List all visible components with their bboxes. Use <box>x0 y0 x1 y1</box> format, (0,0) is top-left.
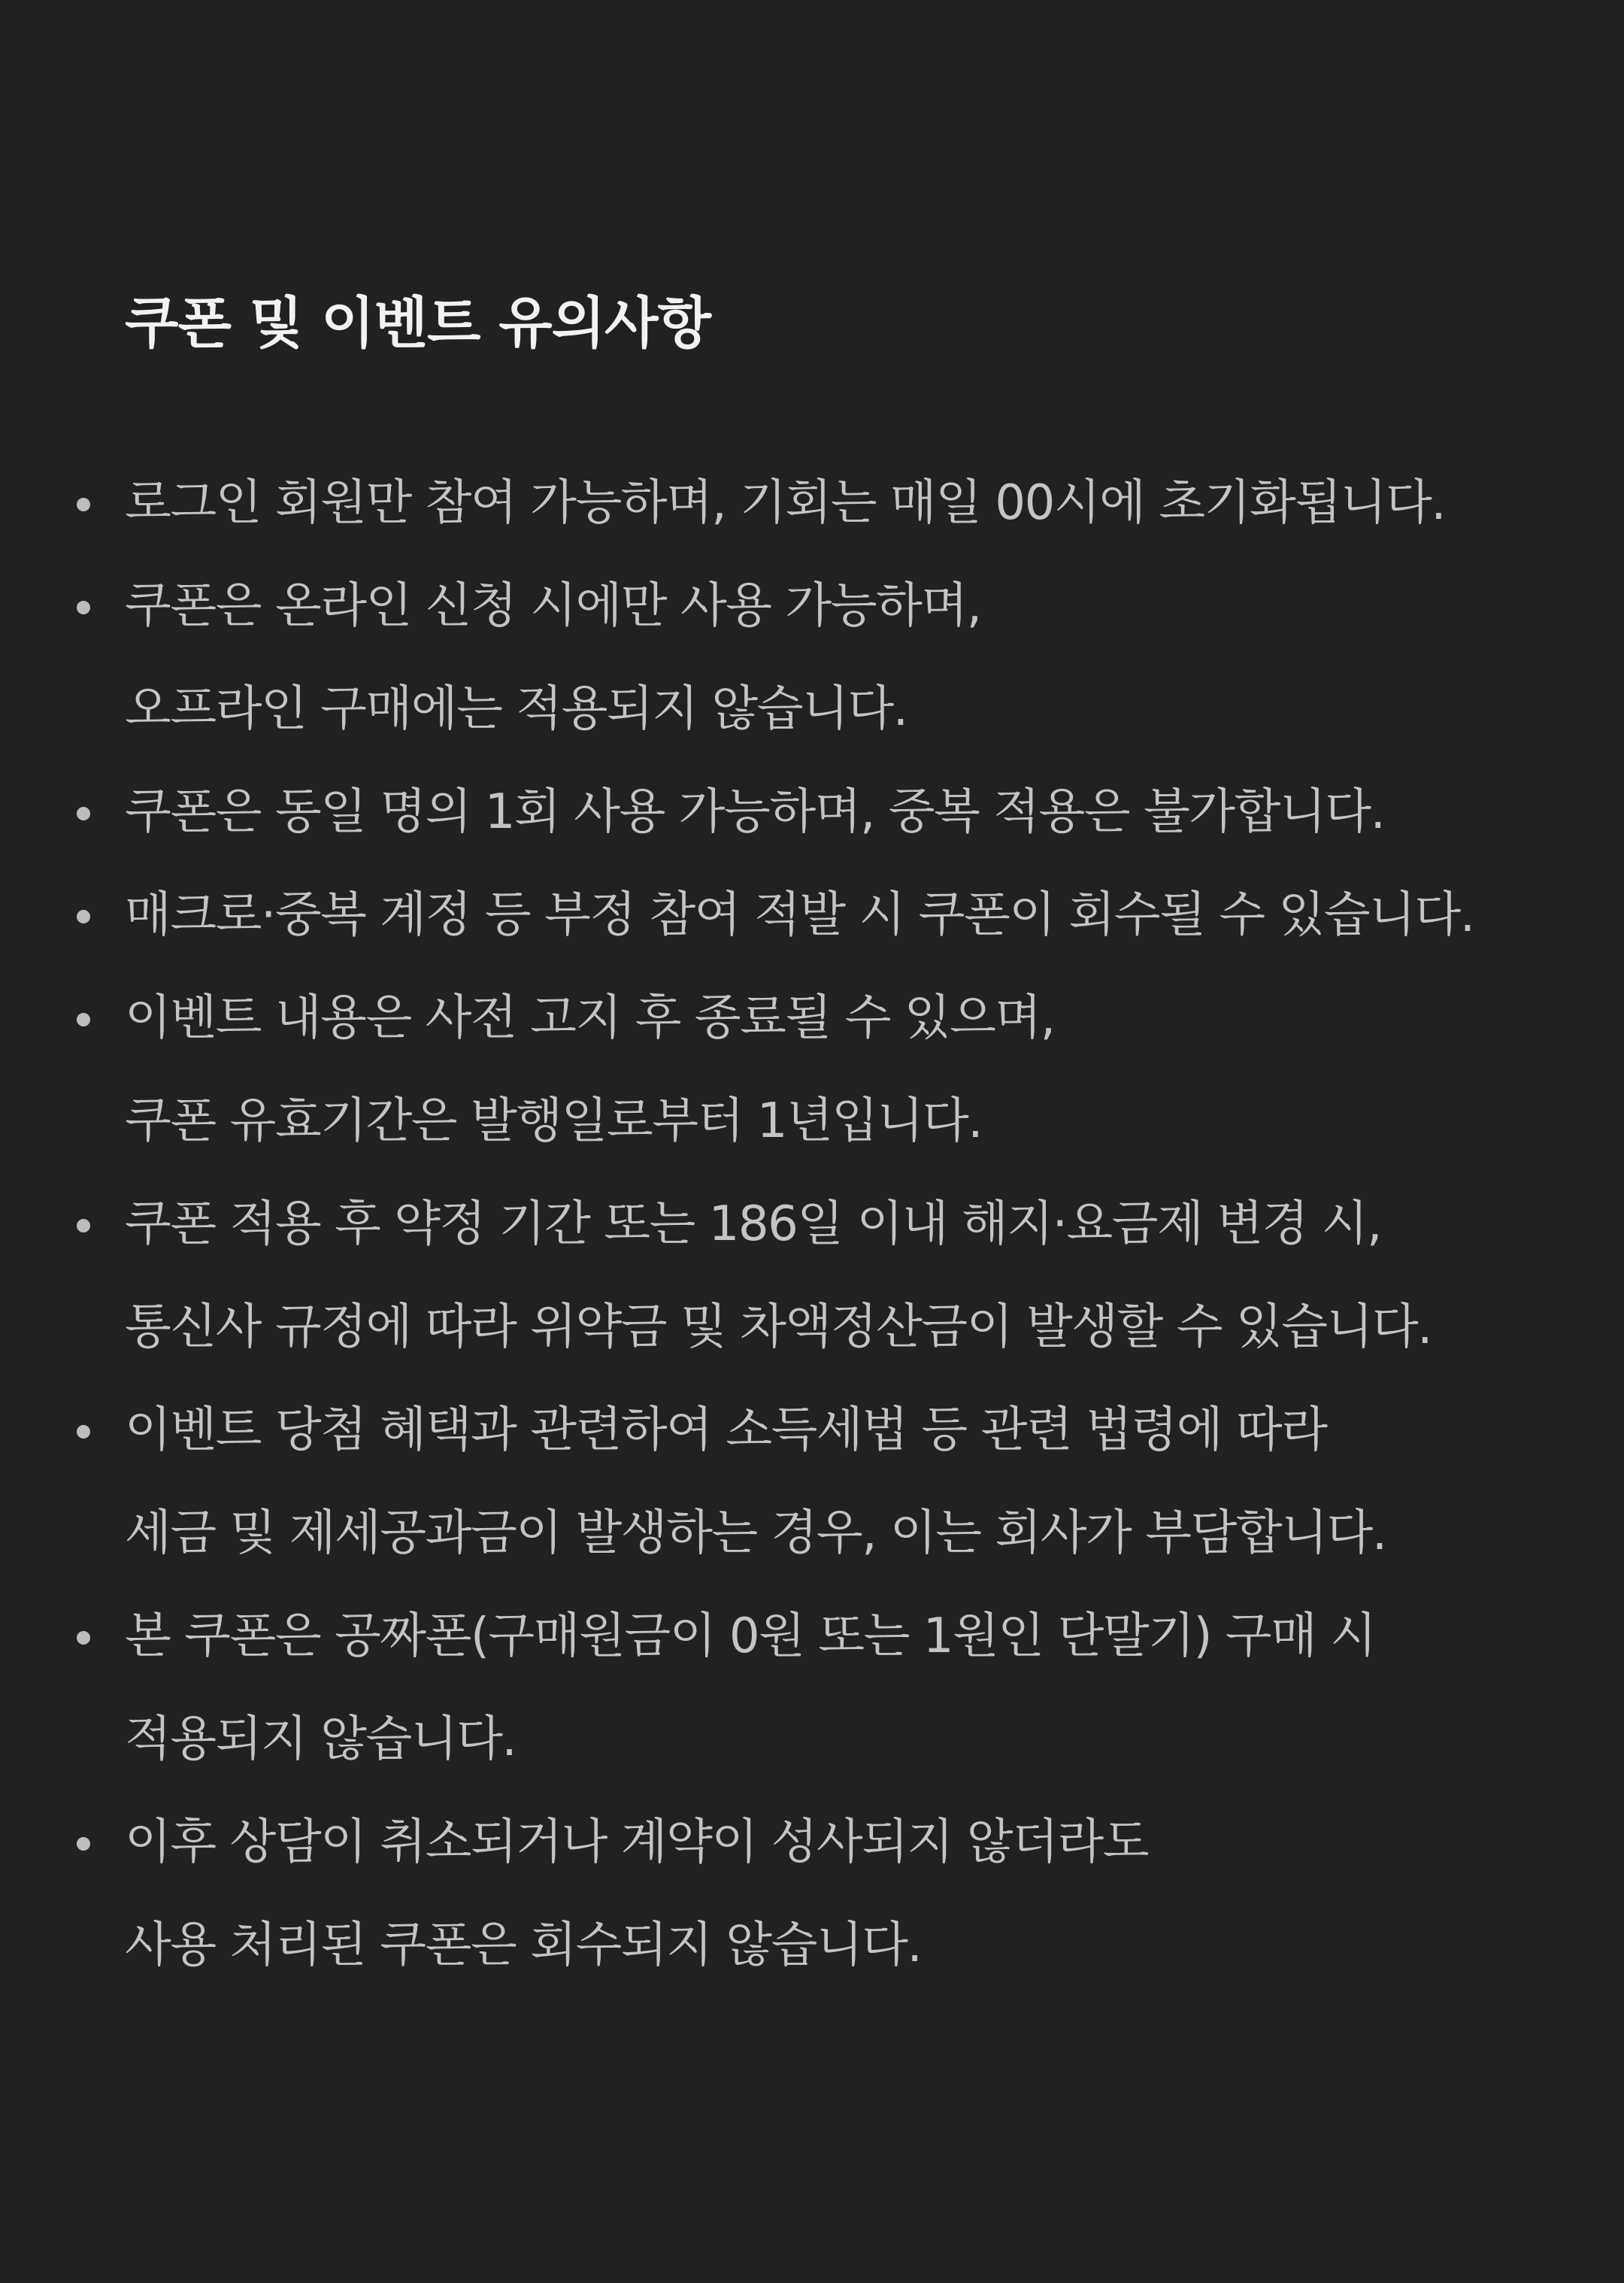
bullet-dot-icon <box>77 498 90 511</box>
notice-list <box>0 463 1474 2009</box>
notice-item <box>0 772 1474 875</box>
notice-item-text: 쿠폰 유효기간은 발행일로부터 1년입니다. <box>125 1093 983 1149</box>
notice-item-text: 쿠폰은 동일 명의 1회 사용 가능하며, 중복 적용은 불가합니다. <box>125 784 1385 840</box>
notice-item-text: 이벤트 내용은 사전 고지 후 종료될 수 있으며, <box>125 990 1055 1046</box>
notice-item-text: 오프라인 구매에는 적용되지 않습니다. <box>125 681 907 737</box>
notice-item-text: 세금 및 제세공과금이 발생하는 경우, 이는 회사가 부담합니다. <box>125 1505 1386 1561</box>
bullet-dot-icon <box>77 910 90 923</box>
notice-item <box>0 978 1474 1184</box>
notice-item <box>0 463 1474 566</box>
notice-item-text: 쿠폰은 온라인 신청 시에만 사용 가능하며, <box>125 578 981 634</box>
notice-item-text: 이후 상담이 취소되거나 계약이 성사되지 않더라도 <box>125 1815 1149 1870</box>
notice-item-text: 적용되지 않습니다. <box>125 1711 517 1767</box>
bullet-dot-icon <box>77 1013 90 1026</box>
notice-item <box>0 1390 1474 1596</box>
bullet-dot-icon <box>77 1631 90 1645</box>
bullet-dot-icon <box>77 1837 90 1851</box>
bullet-dot-icon <box>77 807 90 820</box>
notice-item-text: 사용 처리된 쿠폰은 회수되지 않습니다. <box>125 1918 922 1973</box>
bullet-dot-icon <box>77 1219 90 1232</box>
notice-item-text: 본 쿠폰은 공짜폰(구매원금이 0원 또는 1원인 단말기) 구매 시 <box>125 1608 1376 1664</box>
notice-item-text: 매크로·중복 계정 등 부정 참여 적발 시 쿠폰이 회수될 수 있습니다. <box>125 887 1474 943</box>
notice-title: 쿠폰 및 이벤트 유의사항 <box>125 291 711 356</box>
notice-item <box>0 1802 1474 2009</box>
notice-item <box>0 1184 1474 1390</box>
notice-item-text: 로그인 회원만 참여 가능하며, 기회는 매일 00시에 초기화됩니다. <box>125 475 1446 531</box>
notice-item-text: 이벤트 당첨 혜택과 관련하여 소득세법 등 관련 법령에 따라 <box>125 1402 1327 1458</box>
bullet-dot-icon <box>77 601 90 614</box>
notice-item <box>0 875 1474 978</box>
notice-item <box>0 1596 1474 1802</box>
notice-item-text: 쿠폰 적용 후 약정 기간 또는 186일 이내 해지·요금제 변경 시, <box>125 1196 1381 1252</box>
notice-item-text: 통신사 규정에 따라 위약금 및 차액정산금이 발생할 수 있습니다. <box>125 1299 1432 1355</box>
notice-item <box>0 566 1474 772</box>
bullet-dot-icon <box>77 1425 90 1439</box>
